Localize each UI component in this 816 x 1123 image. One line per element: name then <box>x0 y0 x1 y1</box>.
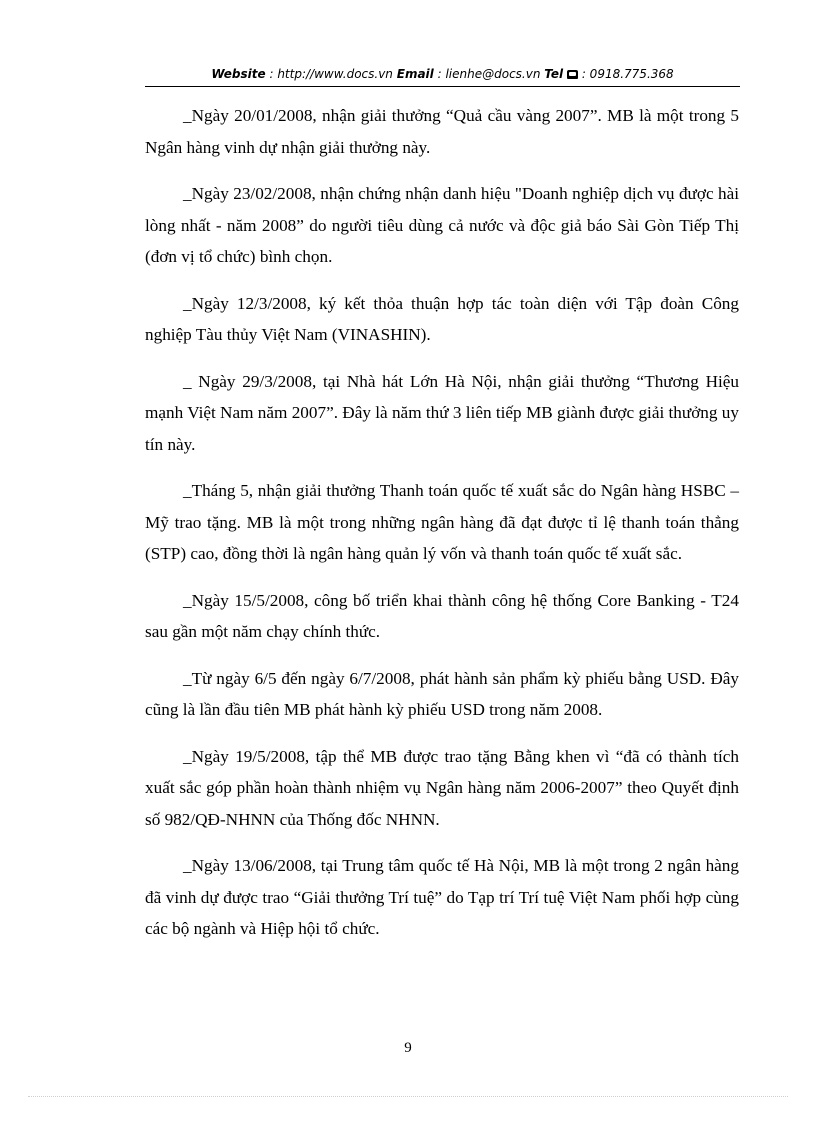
document-body <box>145 100 739 960</box>
website-url[interactable]: : http://www.docs.vn <box>269 67 393 81</box>
email-value[interactable]: : lienhe@docs.vn <box>437 67 541 81</box>
email-label: Email <box>396 67 434 81</box>
page-header <box>145 64 740 87</box>
paragraph: _Tháng 5, nhận giải thưởng Thanh toán quốc tế xuất sắc do Ngân hàng HSBC – Mỹ trao tặng. MB là một trong những ngân hàng đã đạt được tỉ lệ thanh toán thẳng (STP) cao, đồng thời là ngân hàng quản lý vốn và thanh toán quốc tế xuất sắc. <box>145 481 739 563</box>
paragraph: _Ngày 20/01/2008, nhận giải thưởng “Quả cầu vàng 2007”. MB là một trong 5 Ngân hàng vinh dự nhận giải thưởng này. <box>145 106 739 157</box>
paragraph: _Ngày 15/5/2008, công bố triển khai thành công hệ thống Core Banking - T24 sau gần một năm chạy chính thức. <box>145 590 739 641</box>
paragraph: _Ngày 13/06/2008, tại Trung tâm quốc tế Hà Nội, MB là một trong 2 ngân hàng đã vinh dự được trao “Giải thưởng Trí tuệ” do Tạp trí Trí tuệ Việt Nam phối hợp cùng các bộ ngành và Hiệp hội tổ chức. <box>145 856 739 938</box>
page-bottom-divider <box>28 1096 788 1097</box>
tel-label: Tel <box>544 67 564 81</box>
paragraph: _Ngày 12/3/2008, ký kết thỏa thuận hợp tác toàn diện với Tập đoàn Công nghiệp Tàu thủy Việt Nam (VINASHIN). <box>145 293 739 344</box>
page-number: 9 <box>404 1040 412 1056</box>
tel-value: : 0918.775.368 <box>581 67 674 81</box>
phone-icon <box>567 70 578 79</box>
paragraph: _ Ngày 29/3/2008, tại Nhà hát Lớn Hà Nội, nhận giải thưởng “Thương Hiệu mạnh Việt Nam năm 2007”. Đây là năm thứ 3 liên tiếp MB giành được giải thưởng uy tín này. <box>145 371 739 454</box>
paragraph: _Ngày 23/02/2008, nhận chứng nhận danh hiệu "Doanh nghiệp dịch vụ được hài lòng nhất - năm 2008” do người tiêu dùng cả nước và độc giả báo Sài Gòn Tiếp Thị (đơn vị tổ chức) bình chọn. <box>145 184 739 266</box>
paragraph: _Từ ngày 6/5 đến ngày 6/7/2008, phát hành sản phẩm kỳ phiếu bằng USD. Đây cũng là lần đầu tiên MB phát hành kỳ phiếu USD trong năm 2008. <box>145 668 739 719</box>
paragraph: _Ngày 19/5/2008, tập thể MB được trao tặng Bằng khen vì “đã có thành tích xuất sắc góp phần hoàn thành nhiệm vụ Ngân hàng năm 2006-2007” theo Quyết định số 982/QĐ-NHNN của Thống đốc NHNN. <box>145 746 739 829</box>
website-label: Website <box>211 67 266 81</box>
